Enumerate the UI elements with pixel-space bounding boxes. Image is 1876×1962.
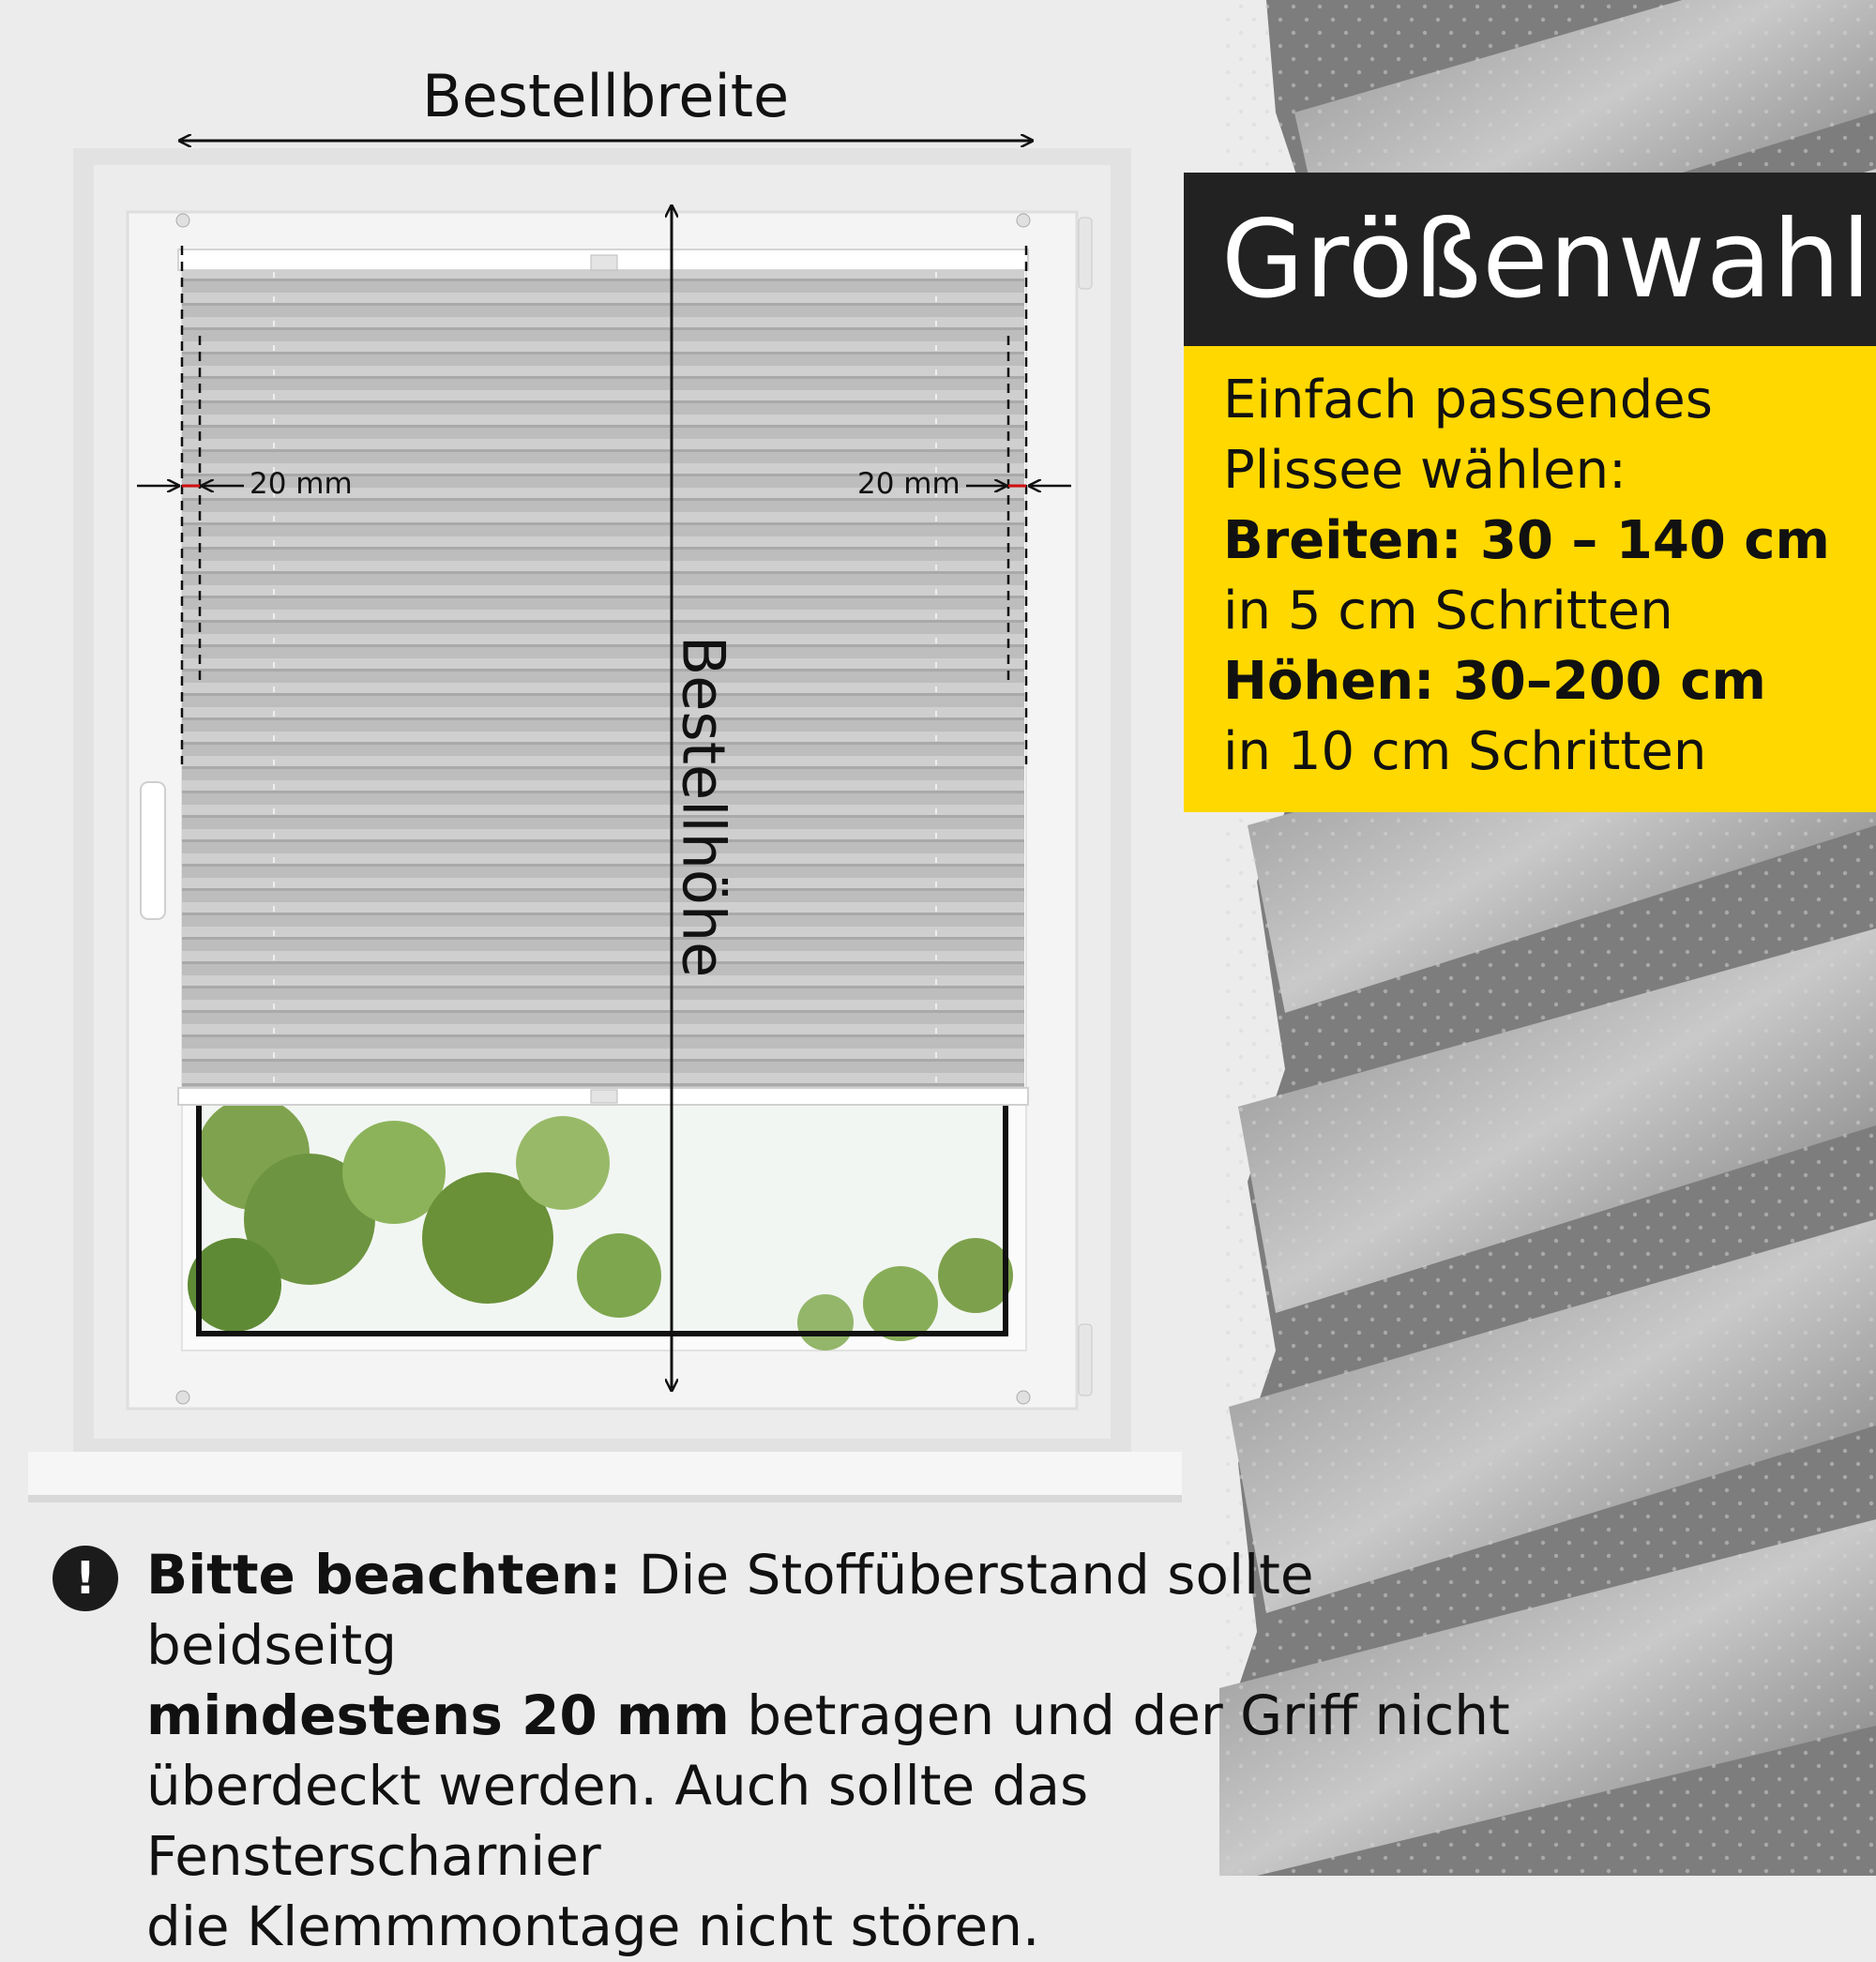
margin-right-label: 20 mm — [857, 467, 961, 501]
notice-text-2: betragen und der Griff nicht — [729, 1683, 1510, 1747]
notice-line-1 — [146, 1540, 1535, 1681]
card-title: Größenwahl — [1184, 173, 1876, 346]
heights-step: in 10 cm Schritten — [1223, 721, 1707, 782]
intro-line-2: Plissee wählen: — [1223, 440, 1626, 501]
notice-lead: Bitte beachten: — [146, 1543, 622, 1607]
notice-line-3: überdeckt werden. Auch sollte das Fensterscharnier — [146, 1754, 1089, 1888]
heights-range: Höhen: 30–200 cm — [1223, 651, 1766, 712]
pleated-blind — [178, 249, 1028, 1105]
notice-text-1: Die Stoffüberstand sollte beidseitg — [146, 1543, 1314, 1677]
intro-line-1: Einfach passendes — [1223, 370, 1713, 430]
card-body — [1184, 346, 1876, 812]
notice-line-2 — [146, 1681, 1535, 1751]
size-selection-card — [1184, 173, 1876, 812]
exclamation-circle-icon: ! — [53, 1546, 118, 1611]
widths-range: Breiten: 30 – 140 cm — [1223, 510, 1830, 571]
order-height-text: Bestellhöhe — [669, 635, 738, 978]
notice-min-margin: mindestens 20 mm — [146, 1683, 730, 1747]
widths-step: in 5 cm Schritten — [1223, 581, 1673, 641]
margin-left-label: 20 mm — [250, 467, 353, 501]
notice-line-4: die Klemmmontage nicht stören. — [146, 1894, 1040, 1958]
order-width-label: Bestellbreite — [422, 62, 790, 130]
notice-text — [146, 1540, 1535, 1962]
